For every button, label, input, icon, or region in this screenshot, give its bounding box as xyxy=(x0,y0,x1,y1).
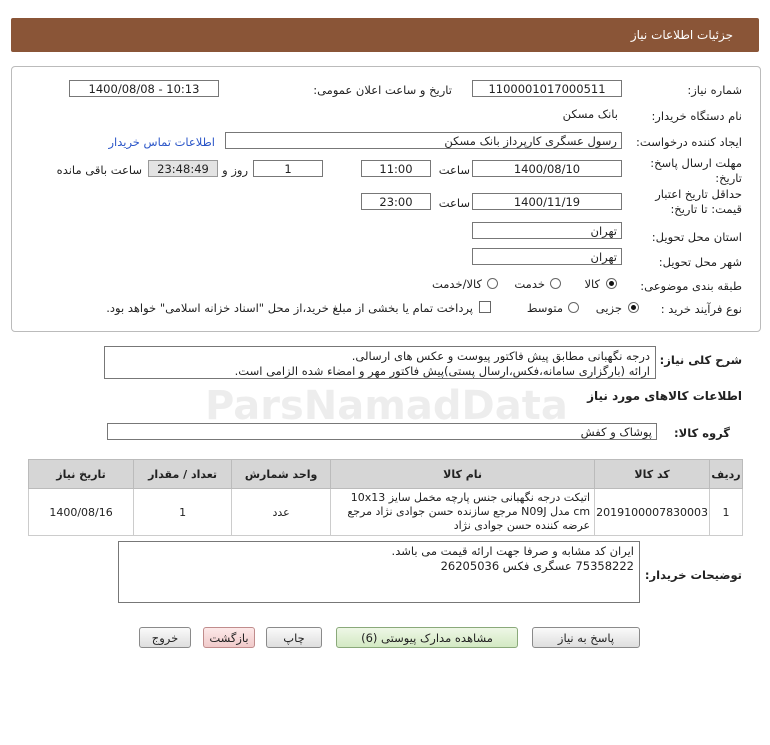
table-row xyxy=(29,489,743,536)
announce-datetime-field: 1400/08/08 - 10:13 xyxy=(69,80,219,97)
goods-group-label: گروه کالا: xyxy=(674,426,730,440)
reply-deadline-label: مهلت ارسال پاسخ: تاریخ: xyxy=(650,156,742,185)
col-header-name: نام کالا xyxy=(331,460,595,489)
description-line-1: درجه نگهبانی مطابق پیش فاکتور پیوست و عکس های ارسالی. xyxy=(351,349,650,363)
category-goods-service-label: کالا/خدمت xyxy=(431,277,482,291)
creator-label: ایجاد کننده درخواست: xyxy=(636,135,742,149)
buyer-org-label: نام دستگاه خریدار: xyxy=(651,109,742,123)
watermark-text: ParsNamadData xyxy=(205,383,568,429)
description-line-2: ارائه (بارگزاری سامانه،فکس،ارسال پستی)پیش فاکتور مهر و امضاء شده الزامی است. xyxy=(234,364,650,378)
process-minor-label: جزیی xyxy=(595,301,622,315)
col-header-qty: تعداد / مقدار xyxy=(134,460,232,489)
process-label: نوع فرآیند خرید : xyxy=(660,302,742,316)
goods-group-field: پوشاک و کفش xyxy=(107,423,657,440)
attachments-button[interactable]: مشاهده مدارک پیوستی (6) xyxy=(336,627,518,648)
buyer-notes-line-1: ایران کد مشابه و صرفا جهت ارائه قیمت می باشد. xyxy=(391,544,634,558)
description-label: شرح کلی نیاز: xyxy=(659,353,742,367)
cell-qty: 1 xyxy=(134,489,232,536)
city-label: شهر محل تحویل: xyxy=(658,255,742,269)
remaining-time-field: 23:48:49 xyxy=(148,160,218,177)
cell-code: 2019100007830003 xyxy=(595,489,710,536)
city-field: تهران xyxy=(472,248,622,265)
category-goods-service-radio[interactable] xyxy=(487,278,498,289)
col-header-unit: واحد شمارش xyxy=(232,460,331,489)
validity-date-field: 1400/11/19 xyxy=(472,193,622,210)
process-medium-label: متوسط xyxy=(526,301,563,315)
days-remaining-field: 1 xyxy=(253,160,323,177)
buyer-contact-link[interactable]: اطلاعات تماس خریدار xyxy=(108,135,215,149)
buyer-notes-box xyxy=(118,541,640,603)
buyer-notes-label: توضیحات خریدار: xyxy=(644,568,742,582)
col-header-row: ردیف xyxy=(710,460,743,489)
buyer-org-field: بانک مسکن xyxy=(472,106,622,123)
back-button[interactable]: بازگشت xyxy=(203,627,255,648)
reply-button[interactable]: پاسخ به نیاز xyxy=(532,627,640,648)
validity-time-label: ساعت xyxy=(438,196,470,210)
exit-button[interactable]: خروج xyxy=(139,627,191,648)
items-table xyxy=(28,459,743,536)
treasury-payment-checkbox[interactable] xyxy=(479,301,491,313)
cell-row-number: 1 xyxy=(710,489,743,536)
col-header-date: تاریخ نیاز xyxy=(29,460,134,489)
category-label: طبقه بندی موضوعی: xyxy=(640,279,742,293)
cell-unit: عدد xyxy=(232,489,331,536)
category-goods-radio[interactable] xyxy=(606,278,617,289)
validity-time-field: 23:00 xyxy=(361,193,431,210)
days-label: روز و xyxy=(222,163,248,177)
need-number-field: 1100001017000511 xyxy=(472,80,622,97)
reply-date-field: 1400/08/10 xyxy=(472,160,622,177)
creator-field: رسول عسگری کارپرداز بانک مسکن xyxy=(225,132,622,149)
goods-section-title: اطلاعات کالاهای مورد نیاز xyxy=(587,389,742,403)
treasury-payment-note: پرداخت تمام یا بخشی از مبلغ خرید،از محل "اسناد خزانه اسلامی" خواهد بود. xyxy=(106,301,473,315)
description-box xyxy=(104,346,656,379)
page-header xyxy=(11,18,759,52)
category-service-label: خدمت xyxy=(514,277,545,291)
reply-time-label: ساعت xyxy=(438,163,470,177)
reply-time-field: 11:00 xyxy=(361,160,431,177)
table-header-row xyxy=(29,460,743,489)
remaining-time-label: ساعت باقی مانده xyxy=(56,163,142,177)
col-header-code: کد کالا xyxy=(595,460,710,489)
validity-label: حداقل تاریخ اعتبار قیمت: تا تاریخ: xyxy=(655,187,742,216)
process-minor-radio[interactable] xyxy=(628,302,639,313)
print-button[interactable]: چاپ xyxy=(266,627,322,648)
page-title: جزئیات اطلاعات نیاز xyxy=(630,28,733,42)
cell-date: 1400/08/16 xyxy=(29,489,134,536)
announce-label: تاریخ و ساعت اعلان عمومی: xyxy=(313,83,452,97)
province-label: استان محل تحویل: xyxy=(651,230,742,244)
process-medium-radio[interactable] xyxy=(568,302,579,313)
category-service-radio[interactable] xyxy=(550,278,561,289)
cell-name: اتیکت درجه نگهبانی جنس پارچه مخمل سایز 10x13 cm مدل N09J مرجع سازنده حسن جوادی نژاد مرجع عرضه کننده حسن جوادی نژاد xyxy=(331,489,595,536)
buyer-notes-line-2: 75358222 عسگری فکس 26205036 xyxy=(440,559,634,573)
province-field: تهران xyxy=(472,222,622,239)
need-number-label: شماره نیاز: xyxy=(687,83,742,97)
category-goods-label: کالا xyxy=(584,277,600,291)
